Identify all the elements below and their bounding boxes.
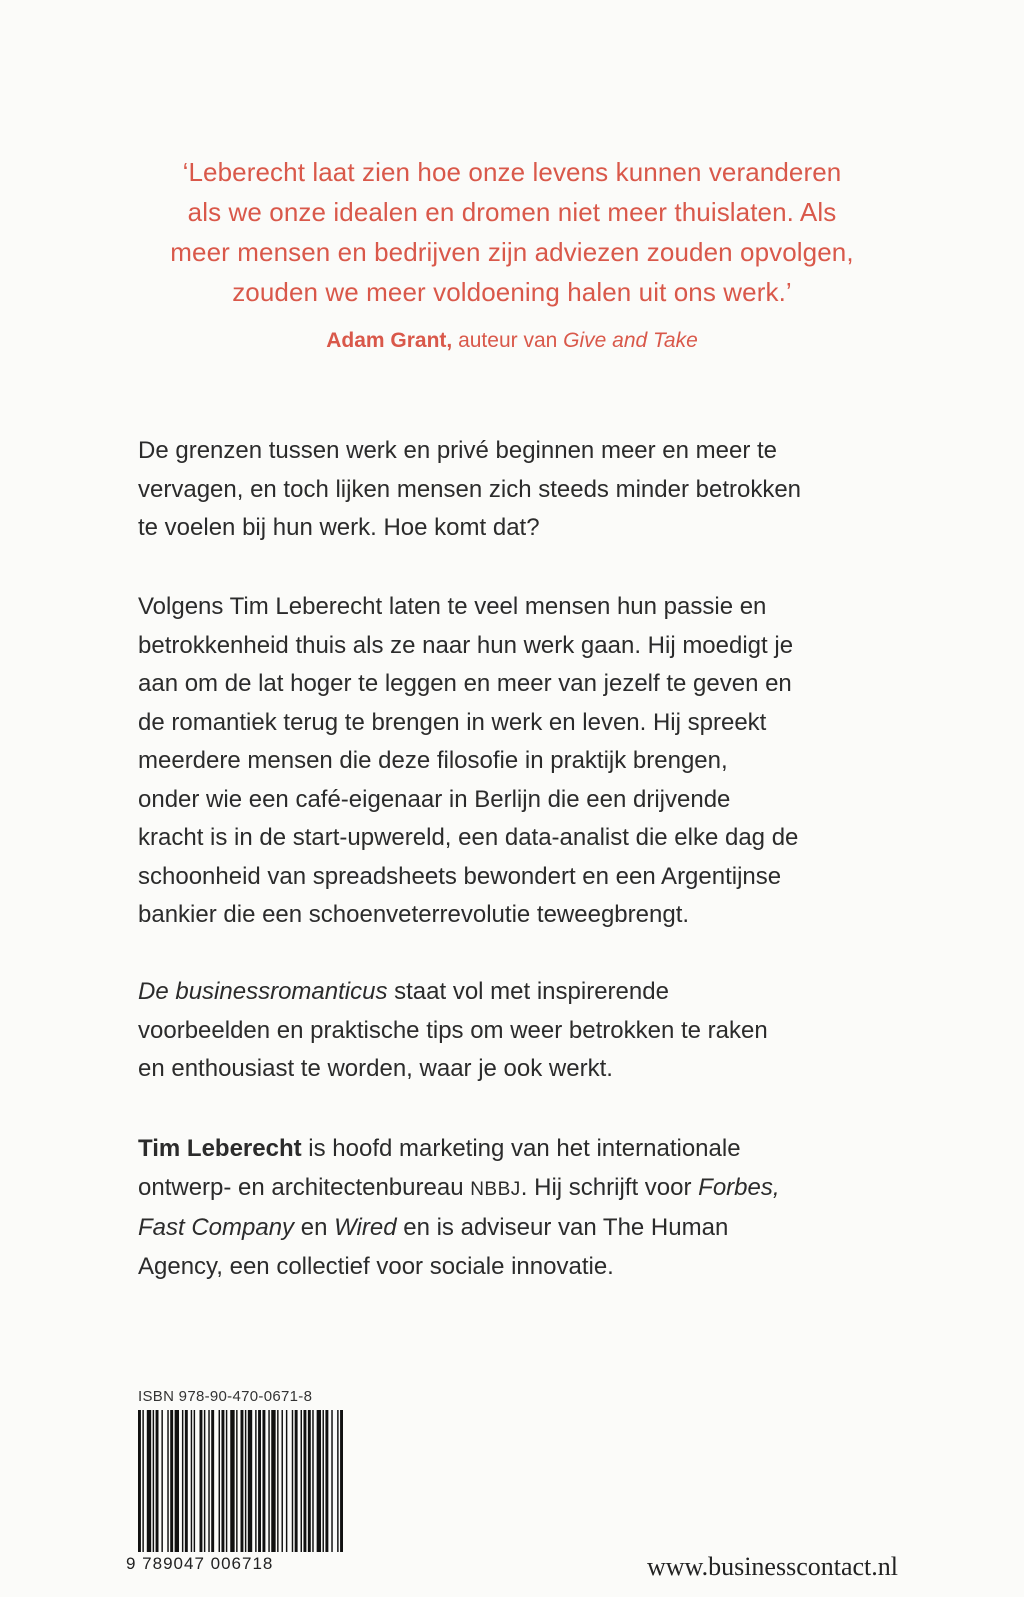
barcode-bar [295, 1410, 298, 1552]
text-line: kracht is in de start-upwereld, een data-analist die elke dag de [138, 824, 799, 851]
isbn-label: ISBN 978-90-470-0671-8 [138, 1388, 313, 1405]
barcode-bar [230, 1410, 234, 1552]
quote-author-role: auteur van [452, 329, 564, 352]
text-fragment: is hoofd marketing van het internationale [301, 1135, 741, 1162]
endorsement-quote [60, 152, 964, 312]
barcode-bar [258, 1410, 261, 1552]
barcode-bar [153, 1410, 154, 1552]
barcode-bar [175, 1410, 179, 1552]
barcode-bar [191, 1410, 192, 1552]
text-line: en enthousiast te worden, waar je ook werkt. [138, 1055, 613, 1082]
barcode-bar [301, 1410, 302, 1552]
text-fragment: en [294, 1214, 335, 1241]
barcode-bar [236, 1410, 237, 1552]
barcode-bar [245, 1410, 246, 1552]
text-line: voorbeelden en praktische tips om weer betrokken te raken [138, 1016, 768, 1044]
publication-fast-company: Fast Company [138, 1214, 295, 1241]
barcode-bar [182, 1410, 183, 1552]
barcode-bar [211, 1410, 214, 1552]
barcode-bar [147, 1410, 151, 1552]
text-line: betrokkenheid thuis als ze naar hun werk gaan. Hij moedigt je [138, 631, 794, 659]
publication-forbes: Forbes, [698, 1173, 780, 1201]
text-fragment: ontwerp- en architectenbureau [138, 1173, 471, 1201]
blurb-paragraph-3 [138, 973, 898, 1089]
barcode-bar [317, 1410, 321, 1552]
text-line: schoonheid van spreadsheets bewondert en een Argentijnse [138, 862, 782, 890]
barcode-bar [282, 1410, 283, 1552]
barcode-bar [204, 1410, 205, 1552]
barcode-bar [340, 1410, 343, 1552]
barcode-bar [337, 1410, 338, 1552]
text-line: aan om de lat hoger te leggen en meer van jezelf te geven en [138, 670, 792, 697]
author-bio [138, 1130, 898, 1286]
text-line [138, 973, 898, 1012]
publisher-website[interactable]: www.businesscontact.nl [646, 1552, 898, 1581]
author-name: Tim Leberecht [138, 1135, 302, 1162]
barcode-bar [194, 1410, 195, 1552]
barcode-bar [255, 1410, 256, 1552]
barcode-bar [312, 1410, 313, 1552]
barcode-bar [156, 1410, 159, 1552]
text-line: vervagen, en toch lijken mensen zich steeds minder betrokken [138, 475, 802, 503]
barcode-bar [161, 1410, 162, 1552]
barcode-bar [292, 1410, 293, 1552]
text-line: te voelen bij hun werk. Hoe komt dat? [138, 514, 540, 541]
text-fragment: staat vol met inspirerende [387, 978, 669, 1005]
text-fragment: . Hij schrijft voor [520, 1173, 699, 1201]
barcode-bar [142, 1410, 143, 1552]
quote-author: Adam Grant, [326, 329, 453, 352]
quote-line: zouden we meer voldoening halen uit ons werk.’ [232, 277, 792, 307]
barcode-bar [277, 1410, 278, 1552]
quote-line: als we onze idealen en dromen niet meer thuislaten. Als [187, 197, 837, 227]
text-fragment: en is adviseur van The Human [396, 1214, 729, 1241]
text-line: Agency, een collectief voor sociale innovatie. [138, 1252, 614, 1280]
barcode-bar [271, 1410, 275, 1552]
firm-name: NBBJ [470, 1178, 521, 1200]
barcode-bar [268, 1410, 269, 1552]
blurb-paragraph-2 [138, 588, 898, 935]
quote-attribution [0, 326, 1024, 356]
text-line: de romantiek terug te brengen in werk en leven. Hij spreekt [138, 708, 767, 736]
barcode-bar [262, 1410, 265, 1552]
text-line: meerdere mensen die deze filosofie in praktijk brengen, [138, 747, 728, 774]
publication-wired: Wired [334, 1214, 397, 1241]
barcode-bar [286, 1410, 287, 1552]
barcode-bar [200, 1410, 203, 1552]
text-line: De grenzen tussen werk en privé beginnen meer en meer te [138, 437, 778, 464]
barcode-digits: 9 789047 006718 [126, 1554, 274, 1573]
barcode-bar [226, 1410, 227, 1552]
book-title: De businessromanticus [138, 978, 388, 1005]
text-line [138, 1130, 898, 1169]
quote-book-title: Give and Take [563, 329, 698, 352]
barcode-bar [325, 1410, 328, 1552]
barcode-bar [248, 1410, 252, 1552]
blurb-paragraph-1 [138, 432, 898, 548]
text-line [138, 1169, 898, 1210]
barcode-bar [221, 1410, 224, 1552]
barcode-bar [241, 1410, 244, 1552]
barcode-bar [170, 1410, 173, 1552]
barcode-bar [167, 1410, 168, 1552]
text-line: onder wie een café-eigenaar in Berlijn die een drijvende [138, 785, 731, 813]
barcode-bar [138, 1410, 141, 1552]
barcode-bar [208, 1410, 209, 1552]
quote-line: ‘Leberecht laat zien hoe onze levens kunnen veranderen [182, 157, 842, 187]
text-line: bankier die een schoenveterrevolutie teweegbrengt. [138, 901, 690, 928]
barcode-bar [308, 1410, 311, 1552]
barcode-bar [303, 1410, 306, 1552]
text-line [138, 1209, 898, 1248]
barcode-bar [185, 1410, 188, 1552]
barcode-bar [219, 1410, 220, 1552]
quote-line: meer mensen en bedrijven zijn adviezen zouden opvolgen, [170, 237, 854, 267]
barcode-bar [323, 1410, 324, 1552]
barcode-bar [331, 1410, 332, 1552]
text-line: Volgens Tim Leberecht laten te veel mensen hun passie en [138, 593, 767, 620]
barcode [138, 1410, 343, 1552]
